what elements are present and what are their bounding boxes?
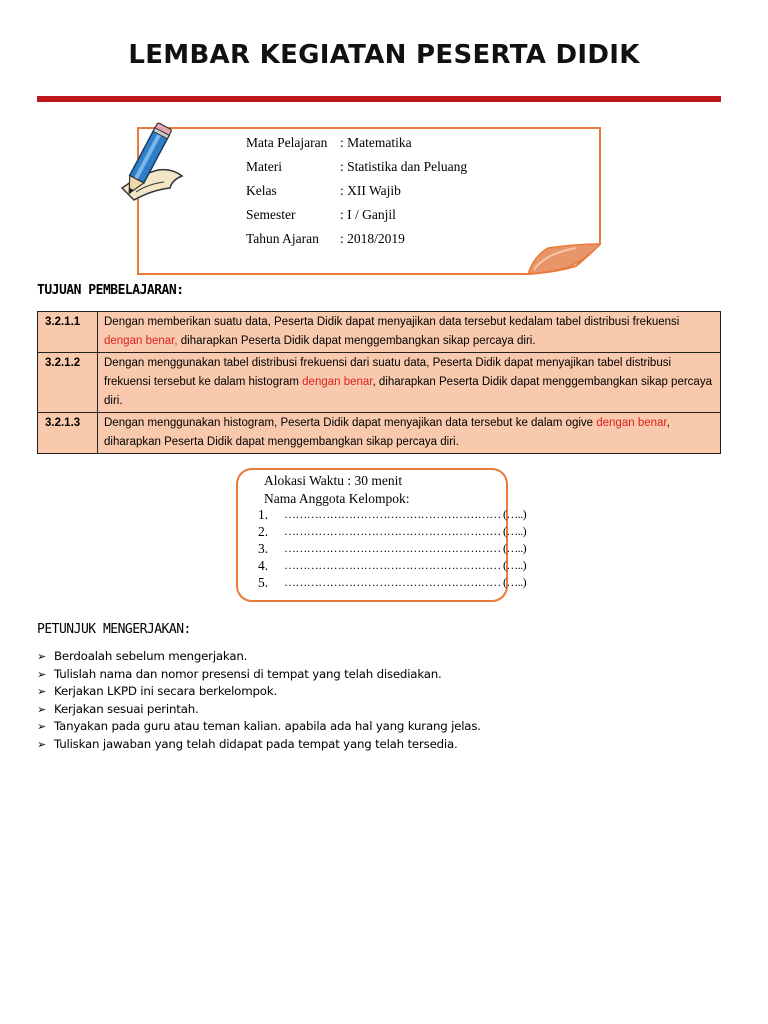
list-item (37, 666, 481, 684)
list-item[interactable] (258, 523, 526, 540)
member-name-blank: ………………………………………………… (…..) (284, 524, 526, 538)
info-label: Semester (246, 207, 296, 222)
objective-code: 3.2.1.3 (38, 413, 98, 454)
table-row (38, 312, 721, 353)
objective-highlight: dengan benar (302, 376, 373, 388)
info-value: : 2018/2019 (340, 231, 405, 246)
member-name-blank: ………………………………………………… (…..) (284, 541, 526, 555)
info-label: Mata Pelajaran (246, 135, 328, 150)
table-row (38, 413, 721, 454)
group-members-list (258, 506, 526, 591)
instruction-text: Kerjakan LKPD ini secara berkelompok. (54, 684, 277, 698)
table-row (38, 353, 721, 413)
info-row-subject (246, 131, 467, 155)
info-row-material (246, 155, 467, 179)
info-value: : I / Ganjil (340, 207, 396, 222)
objective-text-part: Dengan menggunakan histogram, Peserta Didik dapat menyajikan data tersebut ke dalam ogive (104, 417, 597, 429)
instructions-list (37, 648, 481, 753)
member-number: 3. (258, 541, 269, 556)
info-label: Kelas (246, 183, 277, 198)
pencil-writing-icon (112, 118, 184, 208)
instruction-text: Tulislah nama dan nomor presensi di tempat yang telah disediakan. (54, 666, 442, 681)
objective-text-part: Dengan memberikan suatu data, Peserta Didik dapat menyajikan data tersebut kedalam tabel distribusi frekuensi (104, 316, 680, 328)
objective-text-part: , diharapkan Peserta Didik dapat menggembangkan sikap percaya diri. (104, 417, 670, 448)
learning-objectives-table (37, 311, 721, 454)
objective-text (98, 353, 721, 413)
arrow-bullet-icon: ➢ (37, 667, 47, 681)
time-allocation-header (264, 472, 409, 508)
objective-text-part: diharapkan Peserta Didik dapat menggembangkan sikap percaya diri. (177, 335, 536, 347)
instruction-text: Kerjakan sesuai perintah. (54, 701, 199, 716)
time-allocation: Alokasi Waktu : 30 menit (264, 473, 403, 488)
objective-text (98, 413, 721, 454)
member-number: 1. (258, 507, 269, 522)
title-divider (37, 96, 721, 102)
objective-code: 3.2.1.2 (38, 353, 98, 413)
objective-highlight: dengan benar (596, 417, 667, 429)
info-label: Tahun Ajaran (246, 231, 319, 246)
objective-highlight: dengan benar, (104, 335, 178, 347)
list-item[interactable] (258, 506, 526, 523)
page-title: LEMBAR KEGIATAN PESERTA DIDIK (128, 40, 640, 70)
member-number: 4. (258, 558, 269, 573)
member-number: 5. (258, 575, 269, 590)
list-item[interactable] (258, 574, 526, 591)
list-item (37, 718, 481, 736)
objective-text (98, 312, 721, 353)
learning-objectives-heading: TUJUAN PEMBELAJARAN: (37, 283, 184, 298)
info-value: : XII Wajib (340, 183, 401, 198)
objective-text-part: , diharapkan Peserta Didik dapat menggembangkan sikap percaya diri. (104, 376, 712, 407)
info-value: : Matematika (340, 135, 412, 150)
info-label: Materi (246, 159, 282, 174)
arrow-bullet-icon: ➢ (37, 737, 47, 751)
member-name-blank: ………………………………………………… (…..) (284, 575, 526, 589)
instructions-heading: PETUNJUK MENGERJAKAN: (37, 622, 191, 637)
info-row-academic-year (246, 227, 467, 251)
info-value: : Statistika dan Peluang (340, 159, 468, 174)
instruction-text: Tuliskan jawaban yang telah didapat pada tempat yang telah tersedia. (54, 736, 458, 751)
objective-text-part: Dengan menggunakan tabel distribusi frekuensi dari suatu data, Peserta Didik dapat menyajikan tabel distribusi frekuensi tersebut ke dalam histogram (104, 357, 672, 388)
arrow-bullet-icon: ➢ (37, 720, 47, 733)
group-members-label: Nama Anggota Kelompok: (264, 491, 410, 506)
instruction-text: Tanyakan pada guru atau teman kalian. apabila ada hal yang kurang jelas. (54, 719, 481, 733)
member-number: 2. (258, 524, 269, 539)
list-item (37, 683, 481, 701)
member-name-blank: ………………………………………………… (…..) (284, 558, 526, 572)
list-item[interactable] (258, 540, 526, 557)
member-name-blank: ………………………………………………… (…..) (284, 507, 526, 521)
arrow-bullet-icon: ➢ (37, 702, 47, 716)
list-item (37, 736, 481, 754)
list-item (37, 701, 481, 719)
list-item[interactable] (258, 557, 526, 574)
instruction-text: Berdoalah sebelum mengerjakan. (54, 649, 248, 663)
info-row-semester (246, 203, 467, 227)
subject-info (246, 131, 467, 251)
objective-code: 3.2.1.1 (38, 312, 98, 353)
list-item (37, 648, 481, 666)
arrow-bullet-icon: ➢ (37, 685, 47, 698)
arrow-bullet-icon: ➢ (37, 650, 47, 663)
info-row-class (246, 179, 467, 203)
